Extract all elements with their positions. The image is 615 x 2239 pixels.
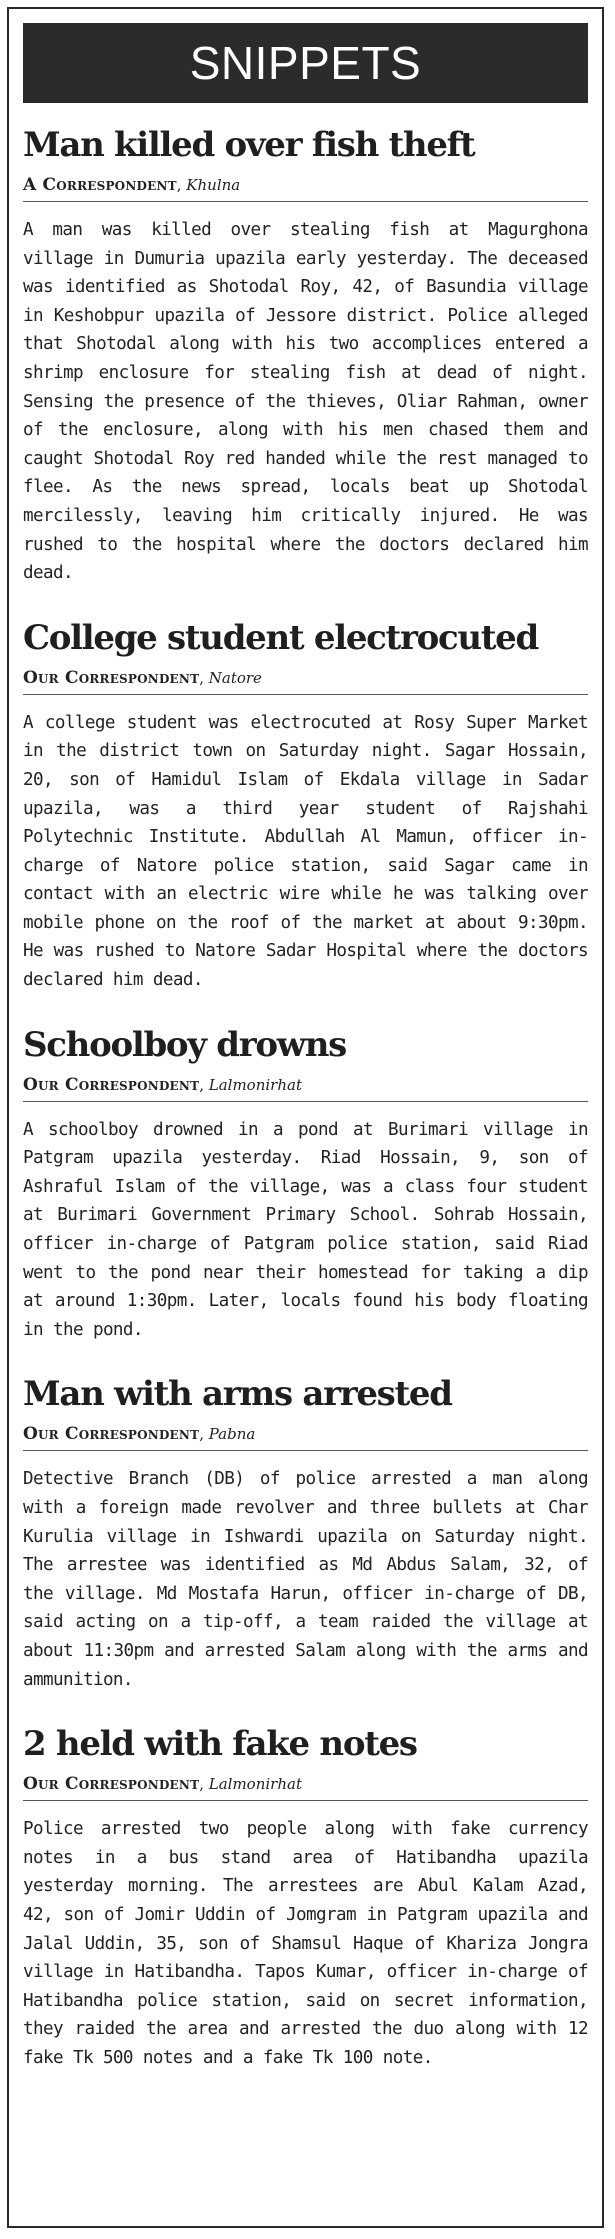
story-byline: Our Correspondent, Pabna (23, 1422, 588, 1451)
byline-author: Our Correspondent (23, 1774, 200, 1795)
byline-location: Natore (208, 668, 262, 687)
story-body: A college student was electrocuted at Rosy Super Market in the district town on Saturday night. Sagar Hossain, 20, son of Hamidul Islam of Ekdala village in Sadar upazila, was a third year student of Rajshahi Polytechnic Institute. Abdullah Al Mamun, officer in-charge of Natore police station, said Sagar came in contact with an electric wire while he was talking over mobile phone on the roof of the market at about 9:30pm. He was rushed to Natore Sadar Hospital where the doctors declared him dead. (23, 712, 588, 991)
byline-location: Pabna (208, 1425, 256, 1444)
story-byline: Our Correspondent, Natore (23, 666, 588, 695)
story-headline: Man killed over fish theft (23, 125, 475, 165)
story-headline: College student electrocuted (23, 617, 538, 658)
story-fake-notes (23, 1716, 588, 2072)
story-byline: Our Correspondent, Lalmonirhat (23, 1073, 588, 1102)
byline-author: A Correspondent (23, 175, 177, 195)
story-body: Police arrested two people along with fake currency notes in a bus stand area of Hatibandha upazila yesterday morning. The arrestees are Abul Kalam Azad, 42, son of Jomir Uddin of Jomgram in Patgram upazila and Jalal Uddin, 35, son of Shamsul Haque of Khariza Jongra village in Hatibandha. Tapos Kumar, officer in-charge of Hatibandha police station, said on secret information, they raided the area and arrested the duo along with 12 fake Tk 500 notes and a fake Tk 100 note. (23, 1819, 588, 2068)
story-fish-theft (23, 117, 588, 588)
story-headline: Man with arms arrested (23, 1374, 452, 1415)
byline-author: Our Correspondent (23, 1074, 200, 1095)
story-body: Detective Branch (DB) of police arrested a man along with a foreign made revolver and three bullets at Char Kurulia village in Ishwardi upazila on Saturday night. The arrestee was identified as Md Abdus Salam, 32, of the village. Md Mostafa Harun, officer in-charge of DB, said acting on a tip-off, a team raided the village at about 11:30pm and arrested Salam along with the arms and ammunition. (23, 1469, 588, 1690)
story-headline: 2 held with fake notes (23, 1724, 417, 1765)
story-byline: A Correspondent, Khulna (23, 173, 588, 202)
byline-location: Lalmonirhat (208, 1075, 302, 1094)
byline-author: Our Correspondent (23, 667, 200, 688)
story-schoolboy-drowns (23, 1017, 588, 1345)
story-byline: Our Correspondent, Lalmonirhat (23, 1772, 588, 1801)
section-masthead: SNIPPETS (23, 23, 588, 103)
byline-author: Our Correspondent (23, 1424, 200, 1445)
byline-location: Lalmonirhat (208, 1775, 302, 1794)
story-electrocuted (23, 610, 588, 995)
story-arms-arrested (23, 1366, 588, 1694)
story-body: A schoolboy drowned in a pond at Burimari village in Patgram upazila yesterday. Riad Hossain, 9, son of Ashraful Islam of the village, was a class four student at Burimari Government Primary School. Sohrab Hossain, officer in-charge of Patgram police station, said Riad went to the pond near their homestead for taking a dip at around 1:30pm. Later, locals found his body floating in the pond. (23, 1119, 588, 1340)
byline-location: Khulna (186, 176, 241, 194)
page-frame (7, 7, 604, 2228)
story-headline: Schoolboy drowns (23, 1024, 346, 1065)
story-body: A man was killed over stealing fish at Magurghona village in Dumuria upazila early yesterday. The deceased was identified as Shotodal Roy, 42, of Basundia village in Keshobpur upazila of Jessore district. Police alleged that Shotodal along with his two accomplices entered a shrimp enclosure for stealing fish at dead of night. Sensing the presence of the thieves, Oliar Rahman, owner of the enclosure, along with his men chased them and caught Shotodal Roy red handed while the rest managed to flee. As the news spread, locals beat up Shotodal mercilessly, leaving him critically injured. He was rushed to the hospital where the doctors declared him dead. (23, 220, 588, 584)
